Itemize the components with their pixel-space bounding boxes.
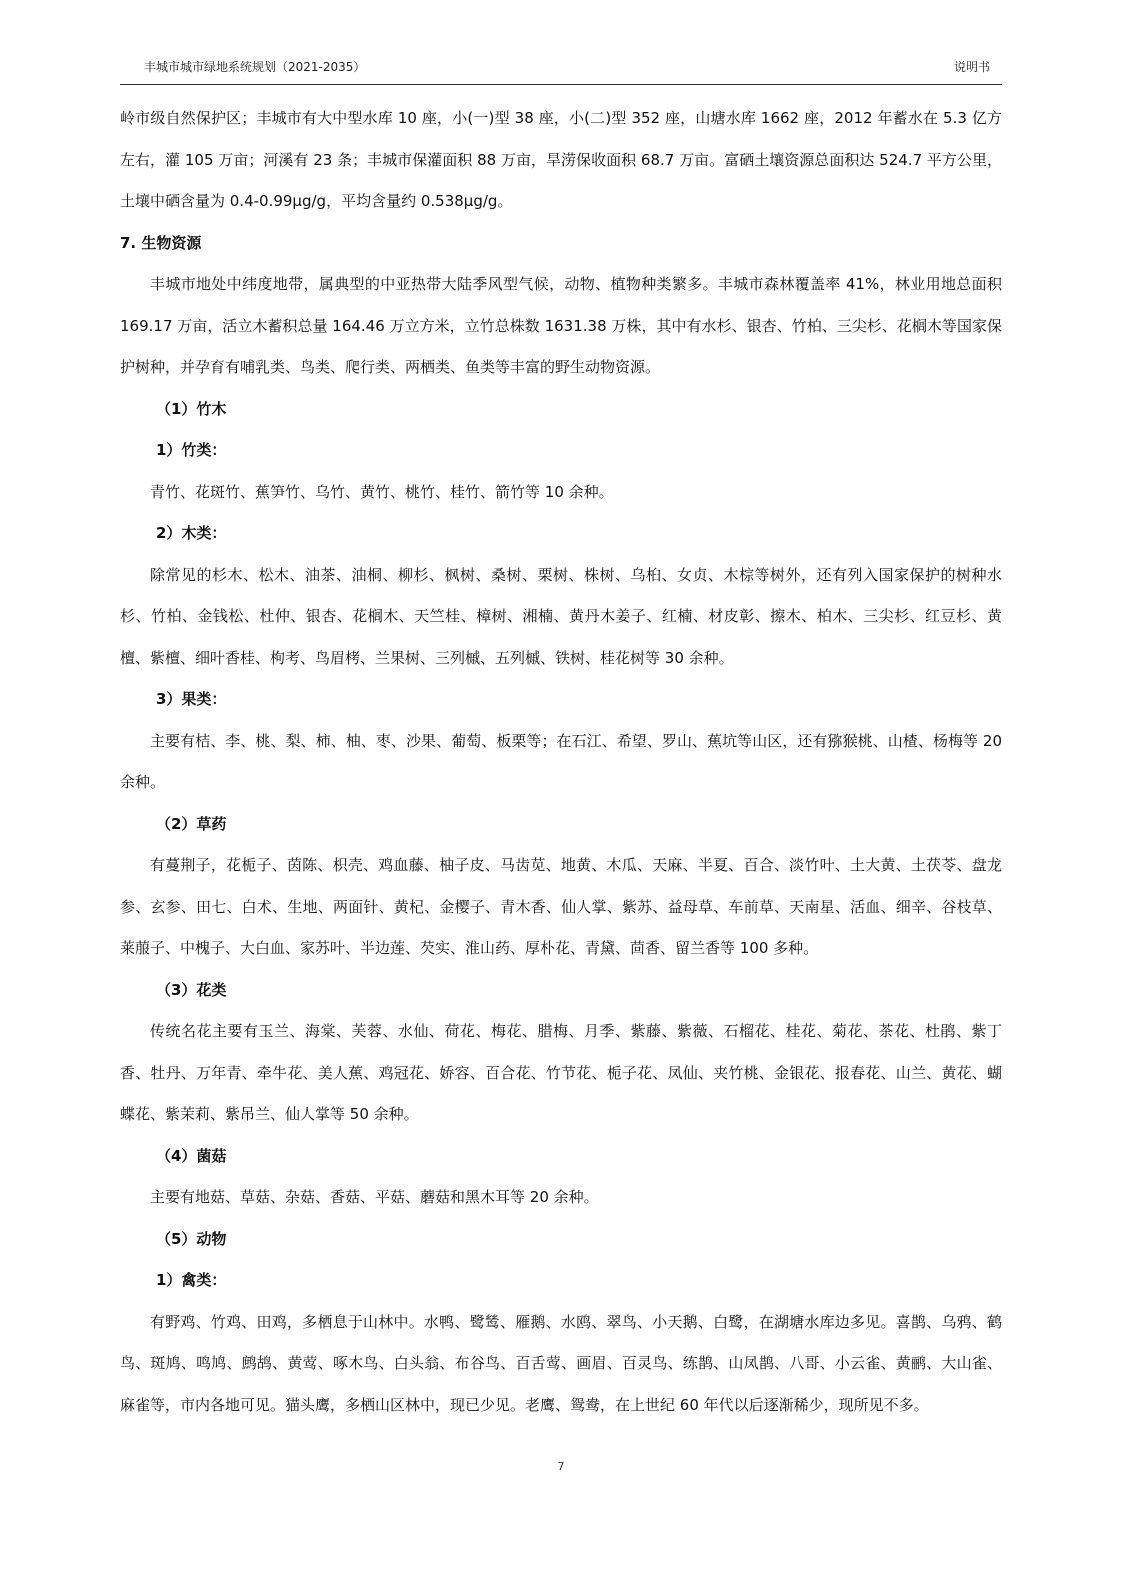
subsection-heading: （1）竹木 bbox=[156, 399, 227, 418]
paragraph: 青竹、花斑竹、蕉笋竹、乌竹、黄竹、桃竹、桂竹、箭竹等 10 余种。 bbox=[150, 482, 614, 501]
page-header bbox=[120, 58, 1002, 80]
paragraph-continued: 岭市级自然保护区；丰城市有大中型水库 10 座，小(一)型 38 座，小(二)型 352 座，山塘水库 1662 座，2012 年蓄水在 5.3 亿方左右，灌 105 万亩；河溪有 23 条；丰城市保灌面积 88 万亩，旱涝保收面积 68.7 万亩。富硒土壤资源总面积达 524.7 平方公里，土壤中硒含量为 0.4-0.99μg/g，平均含量约 0.538μg/g。 bbox=[120, 109, 1002, 210]
paragraph: 除常见的杉木、松木、油茶、油桐、柳杉、枫树、桑树、栗树、株树、乌桕、女贞、木棕等树外，还有列入国家保护的树种水杉、竹柏、金钱松、杜仲、银杏、花榈木、天竺桂、樟树、湘楠、黄丹木姜子、红楠、材皮彰、擦木、柏木、三尖杉、红豆杉、黄檀、紫檀、细叶香桂、枸考、鸟眉栲、兰果树、三列槭、五列槭、铁树、桂花树等 30 余种。 bbox=[120, 565, 1002, 667]
subsection-heading: 1）竹类： bbox=[156, 441, 227, 459]
subsection-heading: （3）花类 bbox=[156, 980, 227, 999]
subsection-heading: （2）草药 bbox=[156, 814, 227, 833]
subsection-heading: （5）动物 bbox=[156, 1229, 227, 1248]
subsection-heading: 3）果类： bbox=[156, 690, 227, 708]
section-heading: 7. 生物资源 bbox=[120, 233, 202, 252]
header-divider bbox=[120, 84, 1002, 85]
page-number: 7 bbox=[557, 1460, 565, 1473]
paragraph: 丰城市地处中纬度地带，属典型的中亚热带大陆季风型气候，动物、植物种类繁多。丰城市森林覆盖率 41%，林业用地总面积 169.17 万亩，活立木蓄积总量 164.46 万立方米，立竹总株数 1631.38 万株，其中有水杉、银杏、竹柏、三尖杉、花榈木等国家保护树种，并孕育有哺乳类、鸟类、爬行类、两栖类、鱼类等丰富的野生动物资源。 bbox=[120, 275, 1002, 376]
subsection-heading: （4）菌菇 bbox=[156, 1146, 227, 1165]
document-type: 说明书 bbox=[953, 60, 990, 74]
paragraph: 主要有桔、李、桃、梨、柿、柚、枣、沙果、葡萄、板栗等；在石江、希望、罗山、蕉坑等山区，还有猕猴桃、山楂、杨梅等 20 余种。 bbox=[120, 731, 1002, 791]
subsection-heading: 2）木类： bbox=[156, 524, 227, 542]
paragraph: 传统名花主要有玉兰、海棠、芙蓉、水仙、荷花、梅花、腊梅、月季、紫藤、紫薇、石榴花、桂花、菊花、茶花、杜鹃、紫丁香、牡丹、万年青、牵牛花、美人蕉、鸡冠花、娇容、百合花、竹节花、栀子花、凤仙、夹竹桃、金银花、报春花、山兰、黄花、蝴蝶花、紫茉莉、紫吊兰、仙人掌等 50 余种。 bbox=[120, 1022, 1002, 1123]
document-title: 丰城市城市绿地系统规划（2021-2035） bbox=[144, 60, 366, 74]
paragraph: 有蔓荆子，花栀子、茵陈、枳壳、鸡血藤、柚子皮、马齿苋、地黄、木瓜、天麻、半夏、百合、淡竹叶、土大黄、土茯苓、盘龙参、玄参、田七、白术、生地、两面针、黄杞、金樱子、青木香、仙人掌、紫苏、益母草、车前草、天南星、活血、细辛、谷枝草、莱菔子、中槐子、大白血、家苏叶、半边莲、芡实、淮山药、厚朴花、青黛、茴香、留兰香等 100 多种。 bbox=[120, 856, 1002, 957]
paragraph: 主要有地菇、草菇、杂菇、香菇、平菇、蘑菇和黑木耳等 20 余种。 bbox=[150, 1188, 599, 1206]
subsection-heading: 1）禽类： bbox=[156, 1271, 227, 1289]
paragraph: 有野鸡、竹鸡、田鸡，多栖息于山林中。水鸭、鹭鸶、雁鹅、水鸥、翠鸟、小天鹅、白鹭，在湖塘水库边多见。喜鹊、乌鸦、鹤鸟、斑鸠、鸣鸠、鹧鸪、黄莺、啄木鸟、白头翁、布谷鸟、百舌莺、画眉、百灵鸟、练鹊、山凤鹊、八哥、小云雀、黄鹂、大山雀、麻雀等，市内各地可见。猫头鹰，多栖山区林中，现已少见。老鹰、鸳鸯，在上世纪 60 年代以后逐渐稀少，现所见不多。 bbox=[120, 1312, 1002, 1414]
page-body bbox=[120, 98, 1002, 1426]
